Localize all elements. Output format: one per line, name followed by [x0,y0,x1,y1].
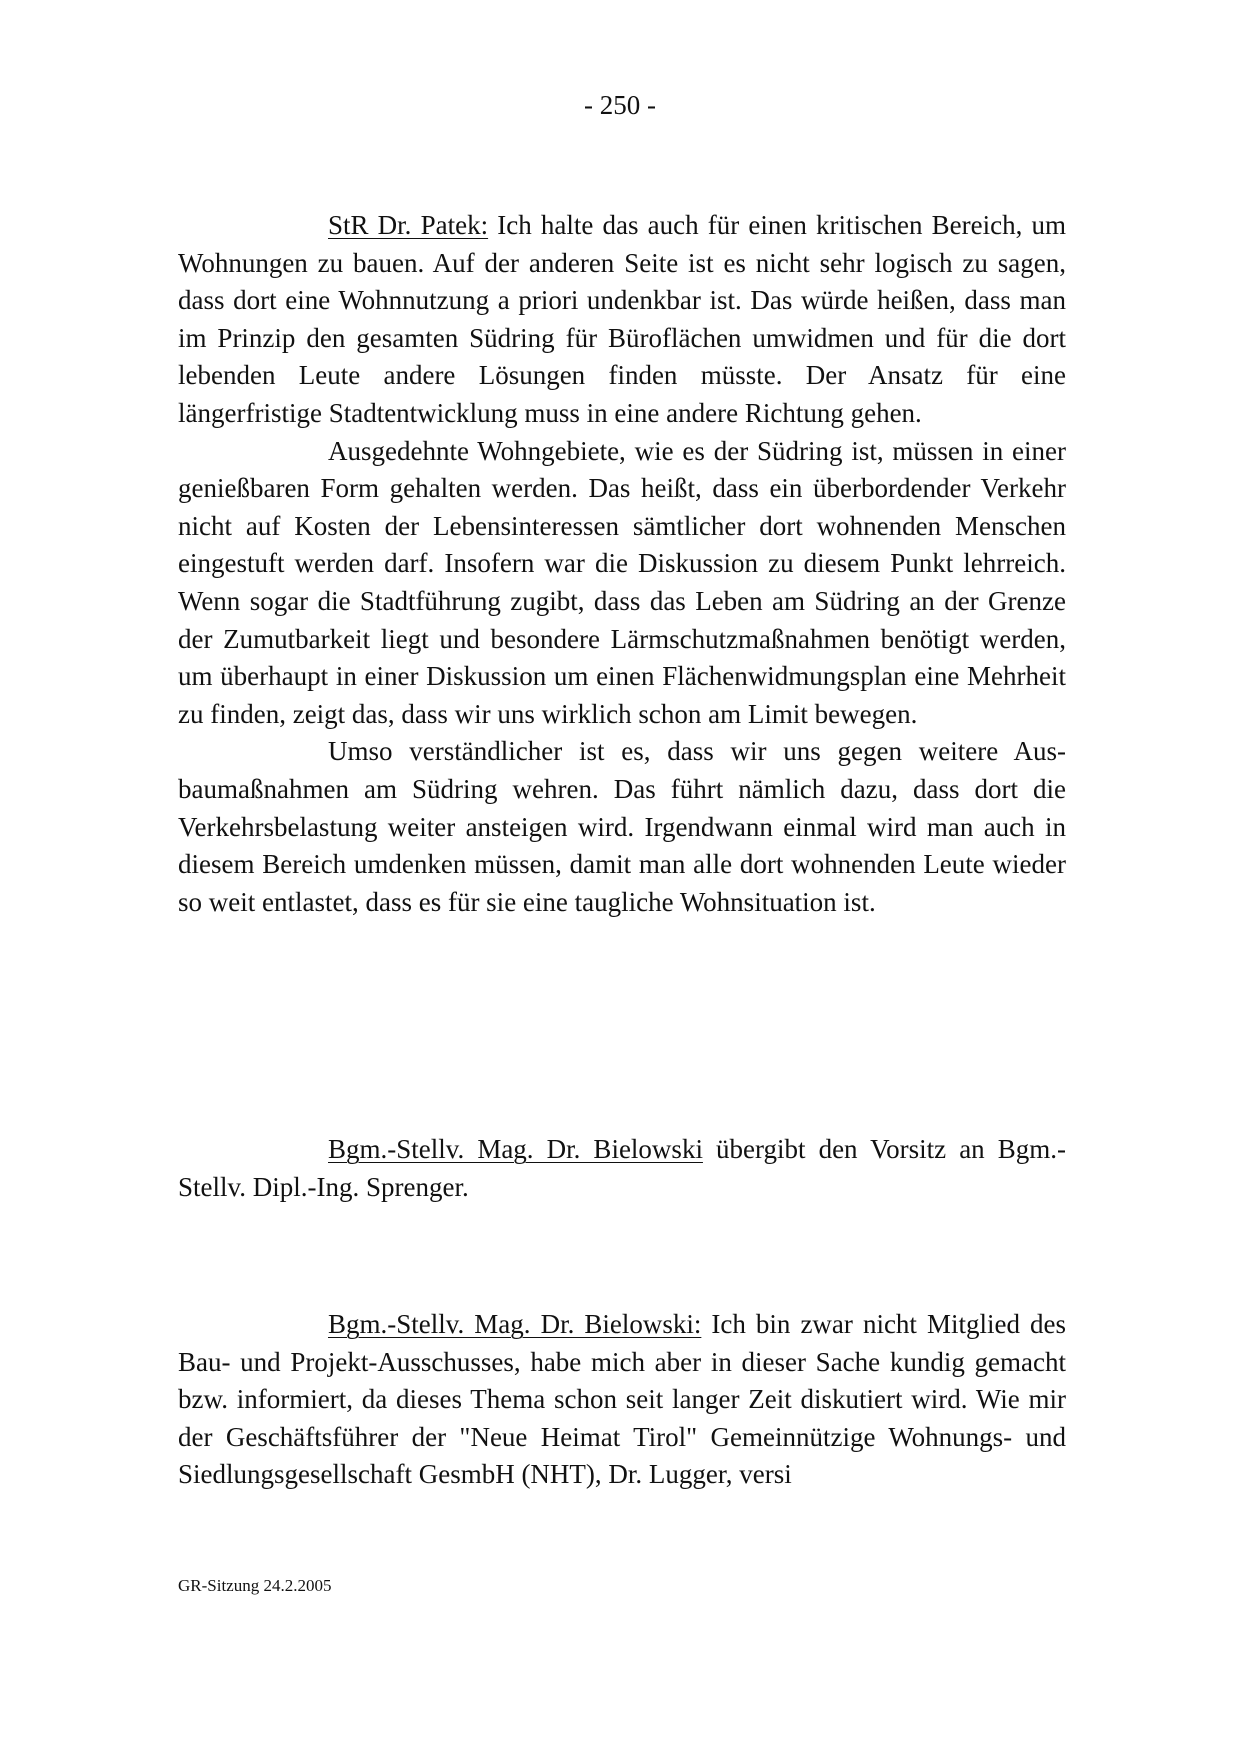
paragraph [178,1131,1066,1206]
chair-handover-note [178,1131,1066,1206]
paragraph: Umso verständlicher ist es, dass wir uns gegen weitere Ausbaumaßnahmen am Südring wehren. Das führt nämlich dazu, dass dort die Verkehrsbelastung weiter ansteigen wird. Irgendwann einmal wird man auch in diesem Bereich umdenken müssen, damit man alle dort wohnenden Leute wieder so weit entlastet, dass es für sie eine taugliche Wohnsituation ist. [178,736,1066,917]
paragraph-text: Ich bin zwar nicht Mitglied des Bau- und Projekt-Ausschusses, habe mich aber in dieser Sache kundig gemacht bzw. informiert, da dieses Thema schon seit langer Zeit diskutiert wird. Wie mir der Geschäftsführer der "Neue Heimat Tirol" Gemeinnützige Wohnungs- und Siedlungsgesellschaft GesmbH (NHT), Dr. Lugger, versi [178,1309,1066,1490]
speaker-name: Bgm.-Stellv. Mag. Dr. Bielowski: [328,1309,702,1339]
footer-session-date: GR-Sitzung 24.2.2005 [178,1576,332,1595]
paragraph: Ausgedehnte Wohngebiete, wie es der Südring ist, müssen in einer genießbaren Form gehalten werden. Das heißt, dass ein überbordender Verkehr nicht auf Kosten der Lebensinteressen sämtlicher dort wohnenden Menschen eingestuft werden darf. Insofern war die Diskussion zu diesem Punkt lehrreich. Wenn sogar die Stadtführung zugibt, dass das Leben am Südring an der Grenze der Zumutbarkeit liegt und besondere Lärmschutzmaßnahmen benötigt werden, um überhaupt in einer Diskussion um einen Flächenwidmungsplan eine Mehrheit zu finden, zeigt das, dass wir uns wirklich schon am Limit bewegen. [178,435,1066,729]
patek-statement [178,207,1066,921]
speaker-name: Bgm.-Stellv. Mag. Dr. Bielowski [328,1134,703,1164]
paragraph [178,1306,1066,1494]
speaker-name: StR Dr. Patek: [328,210,489,240]
bielowski-statement [178,1306,1066,1494]
page-number: - 250 - [584,90,656,120]
paragraph [178,207,1066,433]
paragraph-text: übergibt den Vorsitz an Bgm.-Stellv. Dipl.-Ing. Sprenger. [178,1134,1067,1202]
paragraph-text: Ich halte das auch für einen kritischen Bereich, um Wohnungen zu bauen. Auf der anderen Seite ist es nicht sehr logisch zu sagen, dass dort eine Wohnnutzung a priori undenkbar ist. Das würde heißen, dass man im Prinzip den gesamten Südring für Büroflächen umwidmen und für die dort lebenden Leute andere Lösungen finden müsste. Der Ansatz für eine längerfristige Stadtentwicklung muss in eine andere Richtung gehen. [178,210,1066,428]
